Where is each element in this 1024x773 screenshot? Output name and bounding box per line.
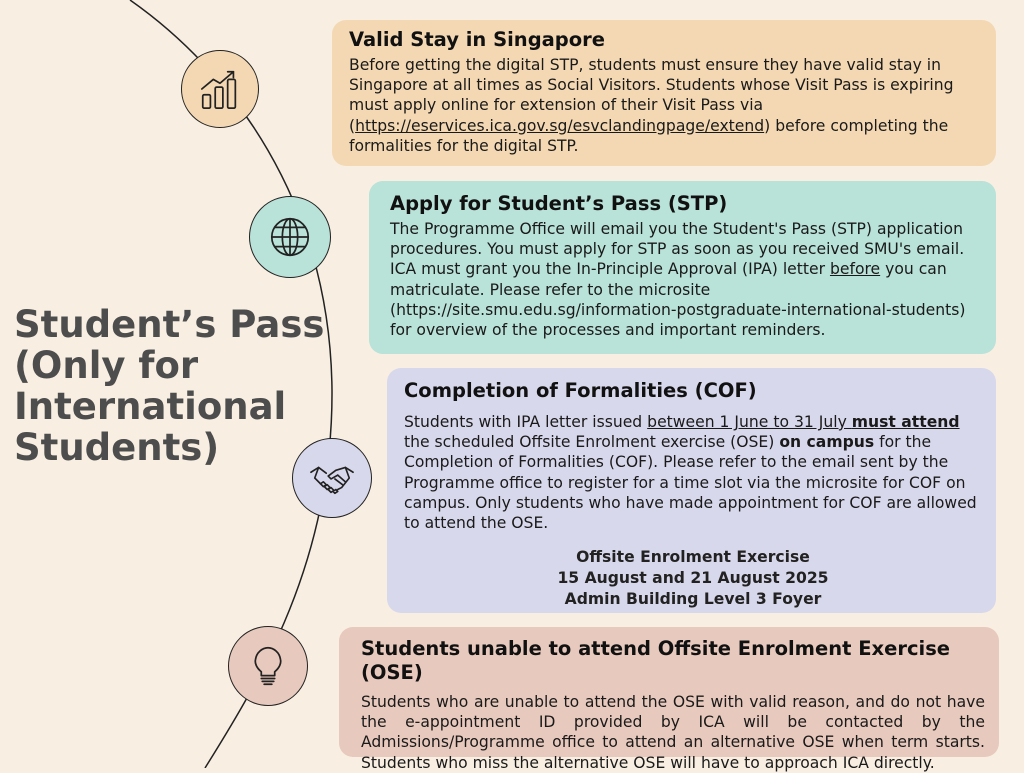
ose-dates: 15 August and 21 August 2025: [557, 569, 829, 588]
step-icon-cof: [292, 438, 372, 518]
step-icon-apply-stp: [249, 196, 331, 278]
card-heading: Apply for Student’s Pass (STP): [390, 192, 728, 215]
card-body: Before getting the digital STP, students must ensure they have valid stay in Singapore at all times as Social Visitors. Students whose Visit Pass is expiring must apply online for extension of their Visit Pass via (https://eservices.ica.gov.sg/esvclandingpage/extend) before completing the formalities for the digital STP.: [349, 56, 954, 155]
page-title: Student’s Pass (Only for International Students): [14, 303, 325, 469]
card-heading: Students unable to attend Offsite Enrolment Exercise (OSE): [361, 637, 951, 684]
card-body: The Programme Office will email you the Student's Pass (STP) application procedures. You must apply for STP as soon as you received SMU's email. ICA must grant you the In-Principle Approval (IPA) letter before you can matriculate. Please refer to the microsite (https://site.smu.edu.sg/information-postgraduate-international-students) for overview of the processes and important reminders.: [390, 220, 966, 340]
globe-icon: [267, 214, 313, 260]
lightbulb-icon: [245, 643, 291, 689]
card-heading: Completion of Formalities (COF): [404, 379, 757, 402]
extension-link[interactable]: https://eservices.ica.gov.sg/esvclandingpage/extend: [355, 116, 765, 135]
card-apply-stp: [369, 181, 996, 354]
card-body: Students who are unable to attend the OSE with valid reason, and do not have the e-appointment ID provided by ICA will be contacted by the Admissions/Programme office to attend an alternative OSE when term starts. Students who miss the alternative OSE will have to approach ICA directly.: [361, 693, 985, 772]
card-body: Students with IPA letter issued between 1 June to 31 July must attend the scheduled Offsite Enrolment exercise (OSE) on campus for the Completion of Formalities (COF). Please refer to the email sent by the Programme office to register for a time slot via the microsite for COF on campus. Only students who have made appointment for COF are allowed to attend the OSE.: [404, 413, 977, 533]
step-icon-unable: [228, 626, 308, 706]
ose-venue: Admin Building Level 3 Foyer: [564, 590, 822, 609]
step-icon-valid-stay: [181, 50, 259, 128]
ose-title: Offsite Enrolment Exercise: [576, 548, 810, 567]
card-valid-stay: [332, 20, 996, 166]
growth-chart-icon: [197, 66, 243, 112]
card-cof: [387, 368, 996, 613]
ose-details: [404, 547, 982, 610]
handshake-icon: [309, 455, 355, 501]
card-heading: Valid Stay in Singapore: [349, 28, 606, 51]
card-unable-attend: [339, 627, 999, 772]
